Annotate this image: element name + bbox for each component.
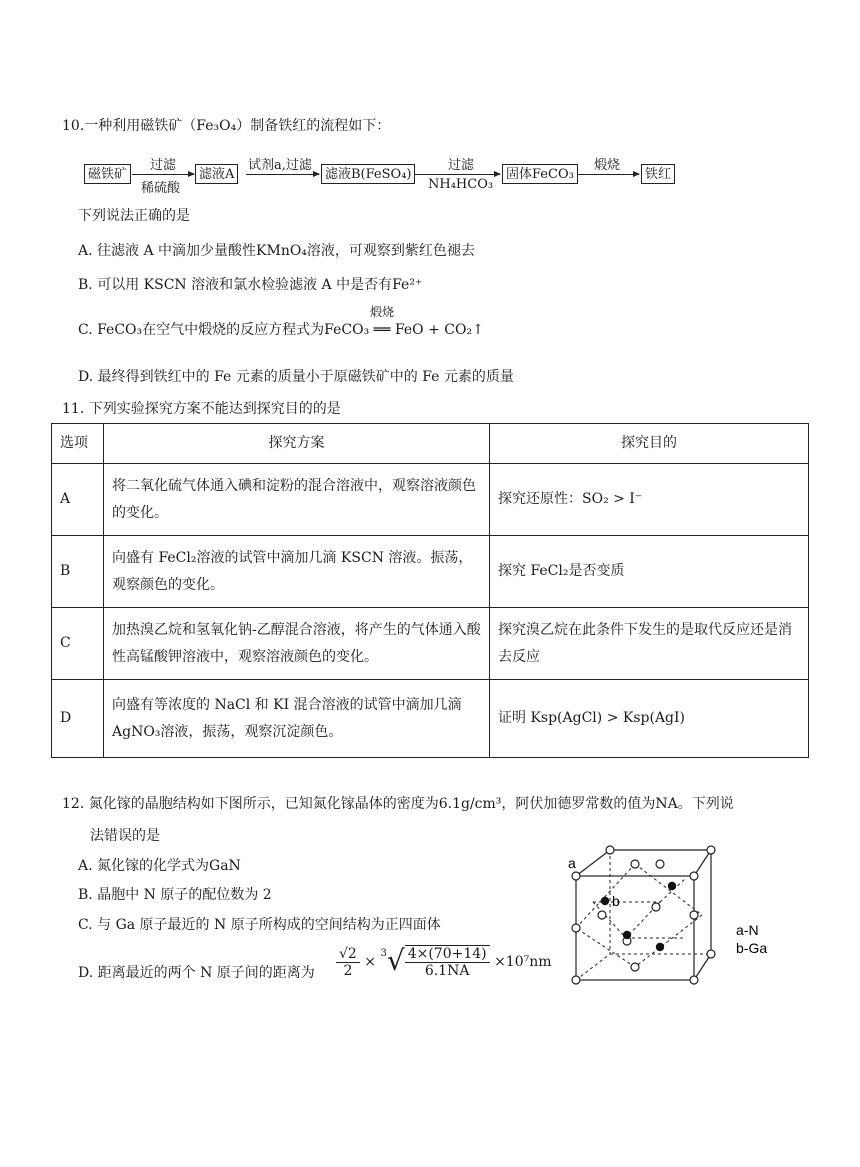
table-row — [52, 464, 809, 536]
header-plan: 探究方案 — [104, 424, 490, 464]
q12-formula: $\frac{√2}{2}$ × $^3$√ $\frac{4\times(70+14)}{6.1NA}$ ×10⁷nm — [336, 944, 552, 979]
row-plan: 向盛有 FeCl₂溶液的试管中滴加几滴 KSCN 溶液。振荡，观察颜色的变化。 — [104, 536, 490, 608]
formula-fraction-2 — [405, 945, 490, 979]
flow-arrow-4-top: 煅烧 — [594, 158, 621, 173]
flow-arrow-3-bottom: NH₄HCO₃ — [428, 177, 494, 192]
q10-option-c-condition: 煅烧 — [370, 305, 395, 319]
q12-option-b: B. 晶胞中 N 原子的配位数为 2 — [78, 887, 272, 903]
row-option: D — [52, 680, 104, 758]
flow-arrow-1-bottom: 稀硫酸 — [141, 181, 181, 196]
flow-arrow-2-top: 试剂a,过滤 — [248, 158, 312, 173]
formula-cube-num: 4×(70+14) — [405, 946, 490, 963]
row-option: C — [52, 608, 104, 680]
legend-ga: b-Ga — [736, 940, 768, 956]
flow-box-filtrate-a: 滤液A — [195, 164, 238, 184]
q12-option-c: C. 与 Ga 原子最近的 N 原子所构成的空间结构为正四面体 — [78, 917, 441, 933]
flow-arrow-4 — [577, 174, 639, 175]
q10-option-d: D. 最终得到铁红中的 Fe 元素的质量小于原磁铁矿中的 Fe 元素的质量 — [78, 369, 514, 385]
flow-arrow-3-top: 过滤 — [448, 158, 475, 173]
header-option: 选项 — [52, 424, 104, 464]
row-goal: 证明 Ksp(AgCl) > Ksp(AgI) — [490, 680, 809, 758]
table-row — [52, 608, 809, 680]
table-header-row — [52, 424, 809, 464]
row-goal: 探究 FeCl₂是否变质 — [490, 536, 809, 608]
flow-arrow-1-top: 过滤 — [150, 158, 177, 173]
q10-option-a: A. 往滤液 A 中滴加少量酸性KMnO₄溶液，可观察到紫红色褪去 — [78, 243, 475, 259]
figure-label-b: b — [612, 893, 620, 909]
row-goal: 探究还原性：SO₂ > I⁻ — [490, 464, 809, 536]
header-goal: 探究目的 — [490, 424, 809, 464]
q12-option-a: A. 氮化镓的化学式为GaN — [78, 858, 241, 874]
figure-label-a: a — [568, 855, 576, 871]
row-option: A — [52, 464, 104, 536]
flow-box-filtrate-b: 滤液B(FeSO₄) — [321, 164, 415, 184]
q11-table — [51, 423, 809, 758]
row-goal: 探究溴乙烷在此条件下发生的是取代反应还是消去反应 — [490, 608, 809, 680]
table-row — [52, 536, 809, 608]
q12-option-d: D. 距离最近的两个 N 原子间的距离为 — [78, 965, 315, 981]
row-option: B — [52, 536, 104, 608]
row-plan: 加热溴乙烷和氢氧化钠-乙醇混合溶液，将产生的气体通入酸性高锰酸钾溶液中，观察溶液颜色的变化。 — [104, 608, 490, 680]
q12-stem-line1: 12. 氮化镓的晶胞结构如下图所示，已知氮化镓晶体的密度为6.1g/cm³，阿伏加德罗常数的值为NA。下列说 — [62, 796, 734, 812]
row-plan: 向盛有等浓度的 NaCl 和 KI 混合溶液的试管中滴加几滴 AgNO₃溶液，振荡，观察沉淀颜色。 — [104, 680, 490, 758]
flow-arrow-2 — [246, 174, 319, 175]
formula-times: × — [364, 954, 377, 970]
formula-den-2: 2 — [343, 962, 353, 979]
formula-tail: ×10⁷nm — [494, 954, 552, 970]
q10-stem: 10.一种利用磁铁矿（Fe₃O₄）制备铁红的流程如下： — [62, 118, 391, 134]
table-row — [52, 680, 809, 758]
flow-box-magnetite: 磁铁矿 — [84, 164, 131, 184]
q10-option-b: B. 可以用 KSCN 溶液和氯水检验滤液 A 中是否有Fe²⁺ — [78, 277, 423, 293]
q11-stem: 11. 下列实验探究方案不能达到探究目的的是 — [62, 401, 341, 417]
formula-sqrt2: √2 — [336, 946, 360, 963]
q10-prompt: 下列说法正确的是 — [78, 208, 190, 224]
formula-cube-den: 6.1NA — [424, 963, 470, 979]
formula-fraction-1 — [336, 946, 360, 979]
flow-box-feco3: 固体FeCO₃ — [502, 164, 578, 184]
row-plan: 将二氧化硫气体通入碘和淀粉的混合溶液中，观察溶液颜色的变化。 — [104, 464, 490, 536]
crystal-cell-figure — [560, 838, 790, 988]
flow-arrow-1 — [132, 174, 194, 175]
q12-stem-line2: 法错误的是 — [90, 828, 160, 844]
q10-option-c: C. FeCO₃在空气中煅烧的反应方程式为FeCO₃ ══ FeO + CO₂↑ — [78, 322, 484, 338]
legend-n: a-N — [736, 922, 759, 938]
flow-box-iron-red: 铁红 — [641, 164, 675, 184]
flow-arrow-3 — [414, 174, 500, 175]
